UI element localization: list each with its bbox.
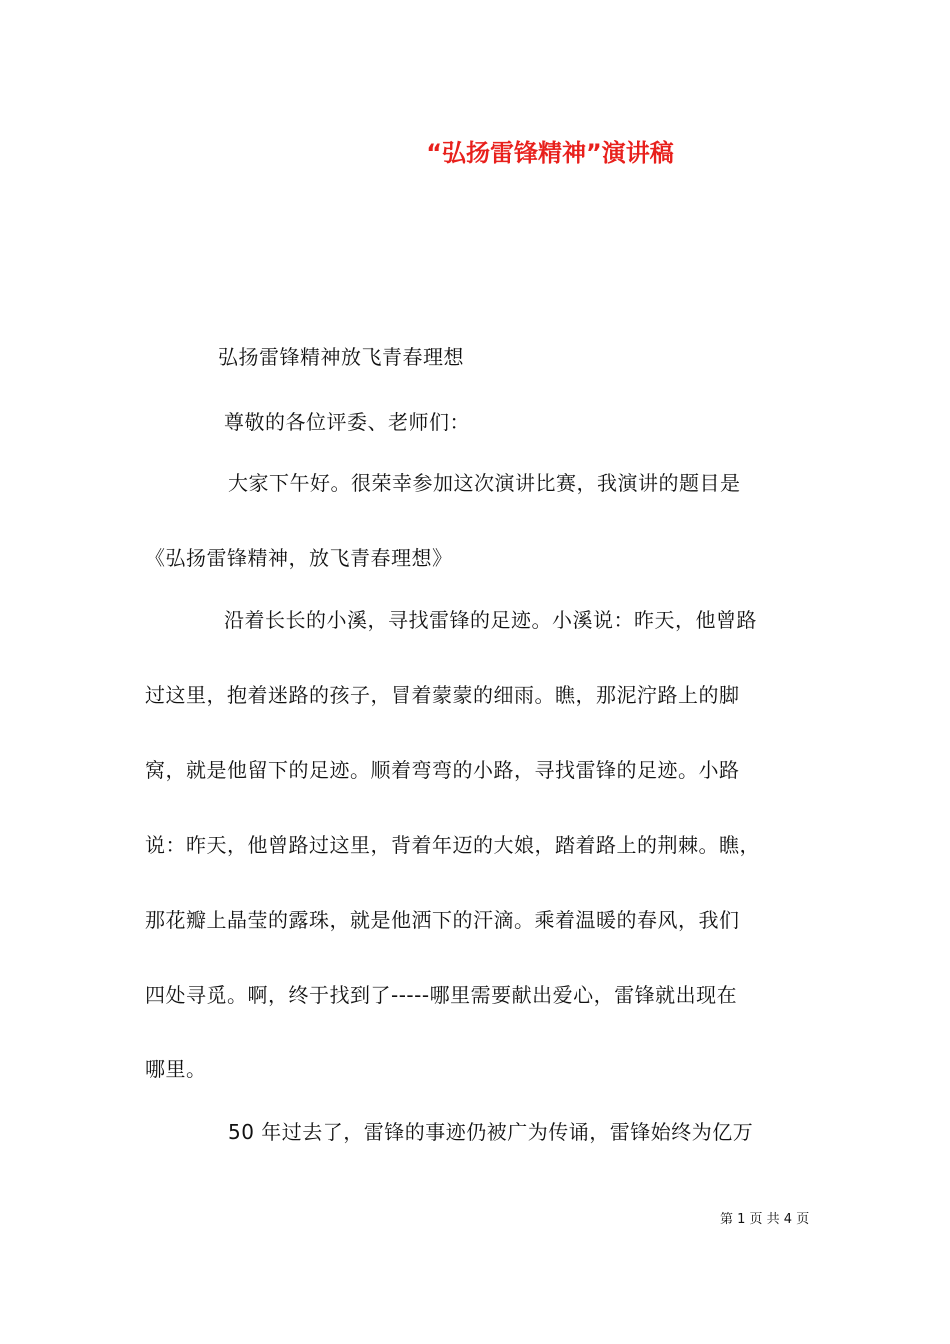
paragraph-line: 那花瓣上晶莹的露珠，就是他洒下的汗滴。乘着温暖的春风，我们	[145, 908, 740, 932]
subtitle-line: 弘扬雷锋精神放飞青春理想	[218, 345, 464, 369]
paragraph-line: 50 年过去了，雷锋的事迹仍被广为传诵，雷锋始终为亿万	[228, 1120, 754, 1144]
paragraph-line: 四处寻觅。啊，终于找到了-----哪里需要献出爱心，雷锋就出现在	[145, 983, 738, 1007]
paragraph-line: 哪里。	[145, 1057, 207, 1081]
paragraph-line: 过这里，抱着迷路的孩子，冒着蒙蒙的细雨。瞧，那泥泞路上的脚	[145, 683, 740, 707]
paragraph-line: 窝，就是他留下的足迹。顺着弯弯的小路，寻找雷锋的足迹。小路	[145, 758, 740, 782]
paragraph-line: 《弘扬雷锋精神，放飞青春理想》	[145, 546, 453, 570]
document-title: “弘扬雷锋精神”演讲稿	[426, 139, 674, 167]
greeting-line: 尊敬的各位评委、老师们：	[224, 410, 470, 434]
paragraph-line: 沿着长长的小溪，寻找雷锋的足迹。小溪说：昨天，他曾路	[224, 608, 757, 632]
paragraph-line: 大家下午好。很荣幸参加这次演讲比赛，我演讲的题目是	[228, 471, 741, 495]
paragraph-line: 说：昨天，他曾路过这里，背着年迈的大娘，踏着路上的荆棘。瞧，	[145, 833, 760, 857]
page-number: 第 1 页 共 4 页	[720, 1212, 810, 1227]
